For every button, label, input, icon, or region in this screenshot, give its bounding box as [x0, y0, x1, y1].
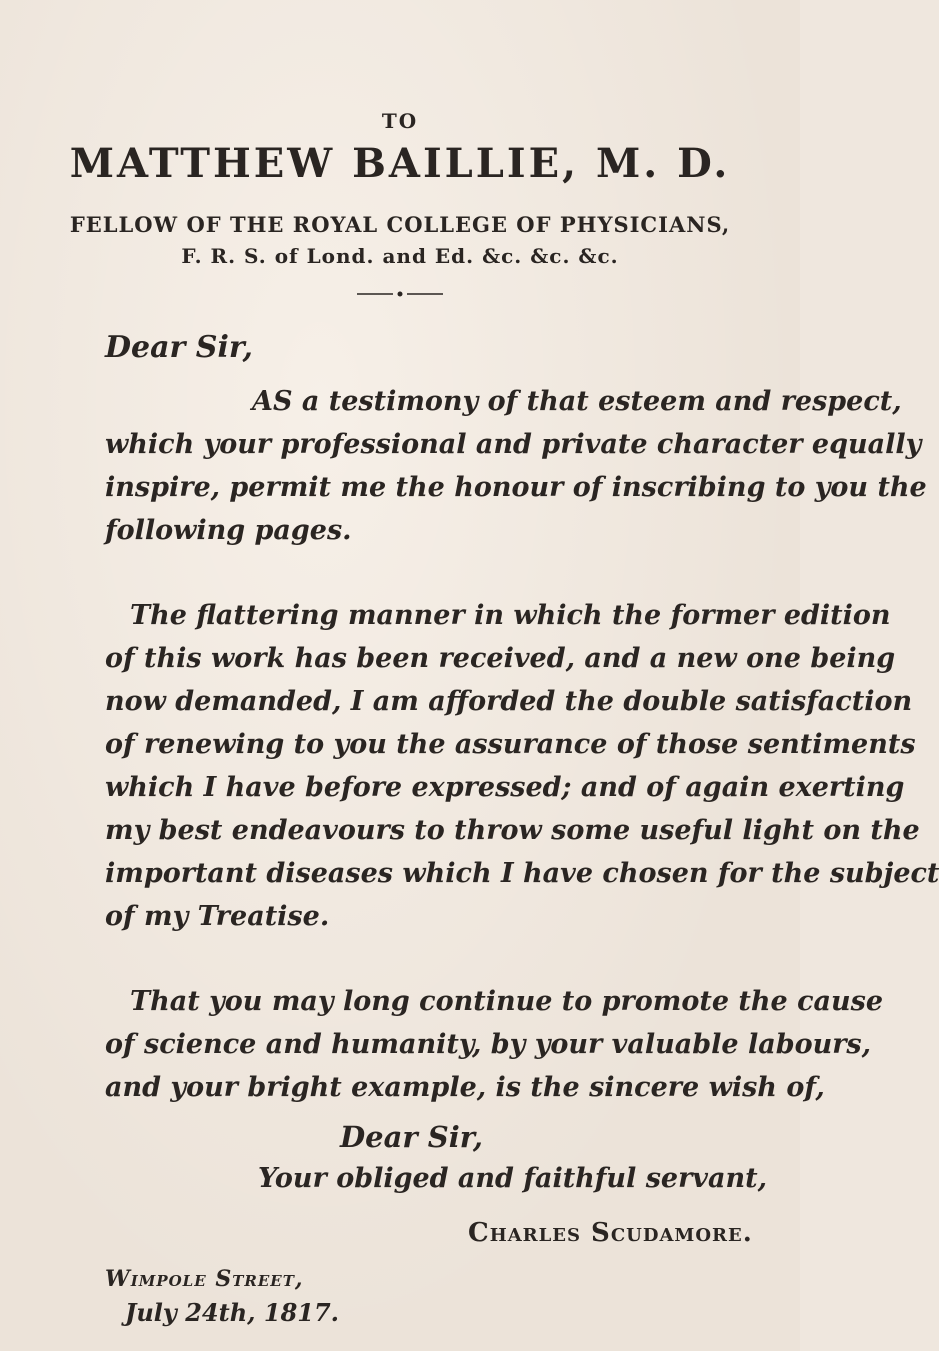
paragraph2-line2: of this work has been received, and a new one being — [105, 643, 896, 674]
paragraph3-line2: of science and humanity, by your valuable labours, — [105, 1029, 872, 1060]
paragraph2-line6: my best endeavours to throw some useful light on the — [105, 815, 920, 846]
dedicatee-name: MATTHEW BAILLIE, M. D. — [69, 140, 731, 187]
paragraph2-line1: The flattering manner in which the former edition — [130, 600, 891, 631]
date: July 24th, 1817. — [125, 1298, 340, 1327]
paragraph3-line1: That you may long continue to promote the cause — [130, 986, 884, 1017]
paragraph1-line2: which your professional and private character equally — [105, 429, 922, 460]
dedication-to: TO — [381, 109, 419, 133]
paragraph2-line4: of renewing to you the assurance of those sentiments — [105, 729, 916, 760]
salutation: Dear Sir, — [105, 330, 253, 365]
divider-ornament-icon — [355, 288, 445, 300]
paragraph2-line5: which I have before expressed; and of again exerting — [105, 772, 905, 803]
signature: Charles Scudamore. — [468, 1218, 753, 1248]
dedicatee-credentials: F. R. S. of Lond. and Ed. &c. &c. &c. — [181, 244, 619, 268]
address: Wimpole Street, — [105, 1266, 304, 1292]
paragraph1-line3: inspire, permit me the honour of inscribing to you the — [105, 472, 927, 503]
paragraph2-line7: important diseases which I have chosen for the subject — [105, 858, 939, 889]
paragraph3-line3: and your bright example, is the sincere wish of, — [105, 1072, 825, 1103]
dedicatee-title: FELLOW OF THE ROYAL COLLEGE OF PHYSICIANS, — [69, 212, 731, 237]
closing-phrase: Your obliged and faithful servant, — [258, 1163, 767, 1194]
paragraph2-line8: of my Treatise. — [105, 901, 330, 932]
paragraph1-line1: AS a testimony of that esteem and respect, — [252, 386, 902, 417]
paragraph2-line3: now demanded, I am afforded the double satisfaction — [105, 686, 913, 717]
paragraph1-line4: following pages. — [105, 515, 352, 546]
closing-salutation: Dear Sir, — [340, 1120, 483, 1154]
